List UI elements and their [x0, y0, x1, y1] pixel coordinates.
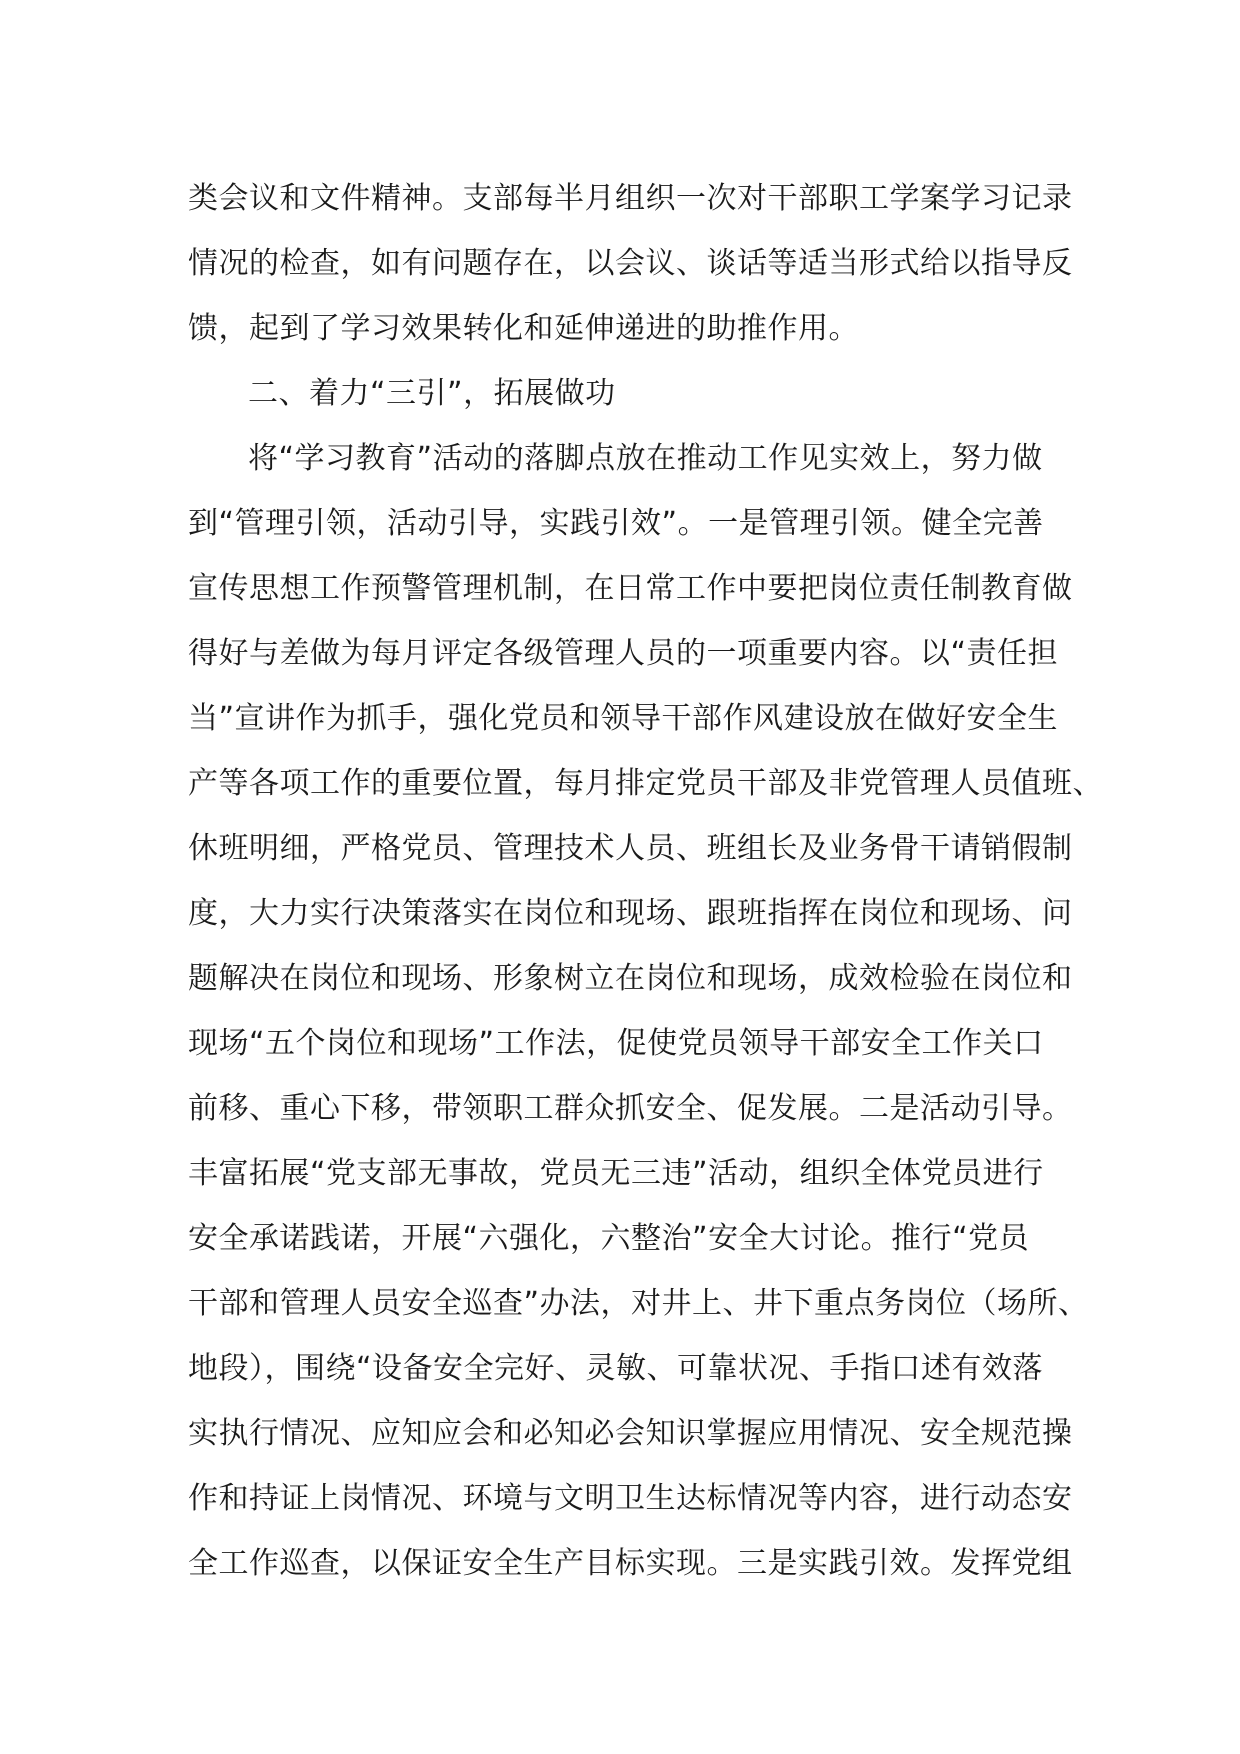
text-line: 宣传思想工作预警管理机制，在日常工作中要把岗位责任制教育做	[188, 571, 1073, 606]
text-line: 现场“五个岗位和现场”工作法，促使党员领导干部安全工作关口	[188, 1026, 1044, 1061]
body-text	[188, 166, 1103, 1596]
text-line: 作和持证上岗情况、环境与文明卫生达标情况等内容，进行动态安	[188, 1481, 1073, 1516]
text-line: 题解决在岗位和现场、形象树立在岗位和现场，成效检验在岗位和	[188, 961, 1073, 996]
section-heading: 二、着力“三引”，拓展做功	[248, 376, 616, 411]
text-line: 当”宣讲作为抓手，强化党员和领导干部作风建设放在做好安全生	[188, 701, 1059, 736]
text-line: 情况的检查，如有问题存在，以会议、谈话等适当形式给以指导反	[188, 246, 1073, 281]
text-line: 安全承诺践诺，开展“六强化，六整治”安全大讨论。推行“党员	[188, 1221, 1030, 1256]
text-line: 休班明细，严格党员、管理技术人员、班组长及业务骨干请销假制	[188, 831, 1073, 866]
text-line: 干部和管理人员安全巡查”办法，对井上、井下重点务岗位（场所、	[188, 1286, 1089, 1321]
text-line: 馈，起到了学习效果转化和延伸递进的助推作用。	[188, 311, 859, 346]
text-line: 全工作巡查，以保证安全生产目标实现。三是实践引效。发挥党组	[188, 1546, 1073, 1581]
text-line: 丰富拓展“党支部无事故，党员无三违”活动，组织全体党员进行	[188, 1156, 1044, 1191]
text-line: 度，大力实行决策落实在岗位和现场、跟班指挥在岗位和现场、问	[188, 896, 1073, 931]
text-line: 类会议和文件精神。支部每半月组织一次对干部职工学案学习记录	[188, 181, 1073, 216]
text-line: 得好与差做为每月评定各级管理人员的一项重要内容。以“责任担	[188, 636, 1059, 671]
text-line: 实执行情况、应知应会和必知必会知识掌握应用情况、安全规范操	[188, 1416, 1073, 1451]
text-line: 前移、重心下移，带领职工群众抓安全、促发展。二是活动引导。	[188, 1091, 1073, 1126]
text-line: 地段），围绕“设备安全完好、灵敏、可靠状况、手指口述有效落	[188, 1351, 1044, 1386]
text-line: 到“管理引领，活动引导，实践引效”。一是管理引领。健全完善	[188, 506, 1044, 541]
paragraph-first-line: 将“学习教育”活动的落脚点放在推动工作见实效上，努力做	[248, 441, 1043, 476]
text-line: 产等各项工作的重要位置，每月排定党员干部及非党管理人员值班、	[188, 766, 1103, 801]
